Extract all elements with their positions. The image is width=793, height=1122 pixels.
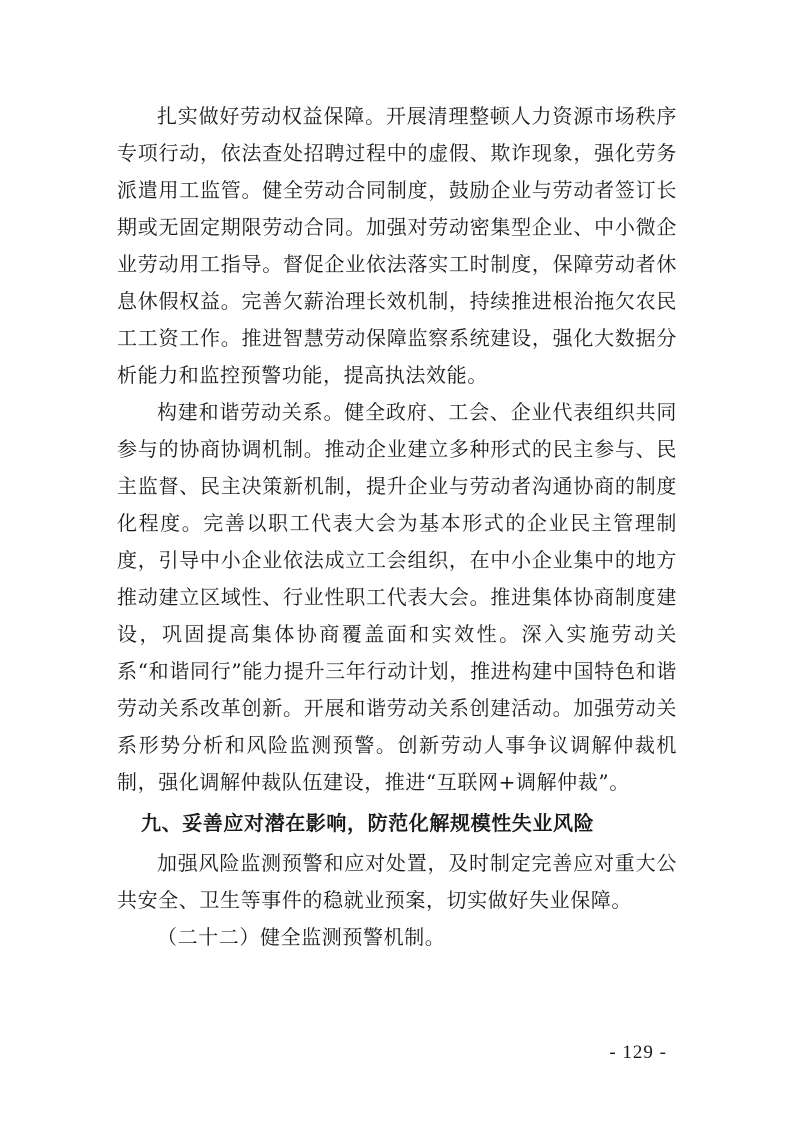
document-body	[117, 98, 677, 956]
subsection-heading: （二十二）健全监测预警机制。	[157, 925, 446, 949]
section-heading: 九、妥善应对潜在影响，防范化解规模性失业风险	[141, 811, 595, 835]
page-number: - 129 -	[609, 1042, 667, 1063]
paragraph-labor-rights: 扎实做好劳动权益保障。开展清理整顿人力资源市场秩序专项行动，依法查处招聘过程中的虚假、欺诈现象，强化劳务派遣用工监管。健全劳动合同制度，鼓励企业与劳动者签订长期或无固定期限劳动合同。加强对劳动密集型企业、中小微企业劳动用工指导。督促企业依法落实工时制度，保障劳动者休息休假权益。完善欠薪治理长效机制，持续推进根治拖欠农民工工资工作。推进智慧劳动保障监察系统建设，强化大数据分析能力和监控预警功能，提高执法效能。	[117, 104, 677, 387]
paragraph-labor-relations: 构建和谐劳动关系。健全政府、工会、企业代表组织共同参与的协商协调机制。推动企业建立多种形式的民主参与、民主监督、民主决策新机制，提升企业与劳动者沟通协商的制度化程度。完善以职工代表大会为基本形式的企业民主管理制度，引导中小企业依法成立工会组织，在中小企业集中的地方推动建立区域性、行业性职工代表大会。推进集体协商制度建设，巩固提高集体协商覆盖面和实效性。深入实施劳动关系“和谐同行”能力提升三年行动计划，推进构建中国特色和谐劳动关系改革创新。开展和谐劳动关系创建活动。加强劳动关系形势分析和风险监测预警。创新劳动人事争议调解仲裁机制，强化调解仲裁队伍建设，推进“互联网+调解仲裁”。	[117, 400, 677, 794]
section-intro-paragraph: 加强风险监测预警和应对处置，及时制定完善应对重大公共安全、卫生等事件的稳就业预案，切实做好失业保障。	[117, 851, 677, 912]
